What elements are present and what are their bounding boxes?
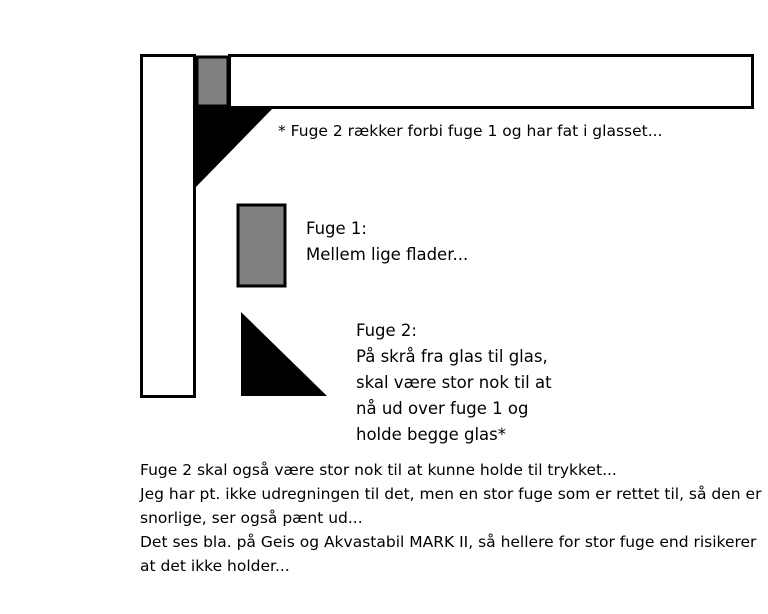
fuge1-legend-swatch <box>238 205 285 286</box>
notes-line: Fuge 2 skal også være stor nok til at kunne holde til trykket... <box>140 461 617 479</box>
vertical-glass-pane <box>142 56 195 397</box>
notes-line: Det ses bla. på Geis og Akvastabil MARK II, så hellere for stor fuge end risikerer <box>140 533 757 551</box>
fuge2-title: Fuge 2: <box>356 321 417 340</box>
fuge2-legend-swatch <box>241 312 327 396</box>
notes-line: at det ikke holder... <box>140 557 290 575</box>
fuge2-annotation: * Fuge 2 rækker forbi fuge 1 og har fat i glasset... <box>278 122 663 140</box>
fuge1-description: Mellem lige flader... <box>306 245 469 264</box>
notes-line: snorlige, ser også pænt ud... <box>140 509 363 527</box>
fuge1-title: Fuge 1: <box>306 219 367 238</box>
fuge2-corner-fillet <box>195 107 274 188</box>
notes-line: Jeg har pt. ikke udregningen til det, men en stor fuge som er rettet til, så den er <box>140 485 762 503</box>
horizontal-glass-pane <box>230 56 753 108</box>
fuge2-line: På skrå fra glas til glas, <box>356 347 548 366</box>
fuge2-line: skal være stor nok til at <box>356 373 552 392</box>
fuge2-line: nå ud over fuge 1 og <box>356 399 529 418</box>
fuge1-corner-joint <box>197 57 228 106</box>
fuge2-line: holde begge glas* <box>356 425 506 444</box>
